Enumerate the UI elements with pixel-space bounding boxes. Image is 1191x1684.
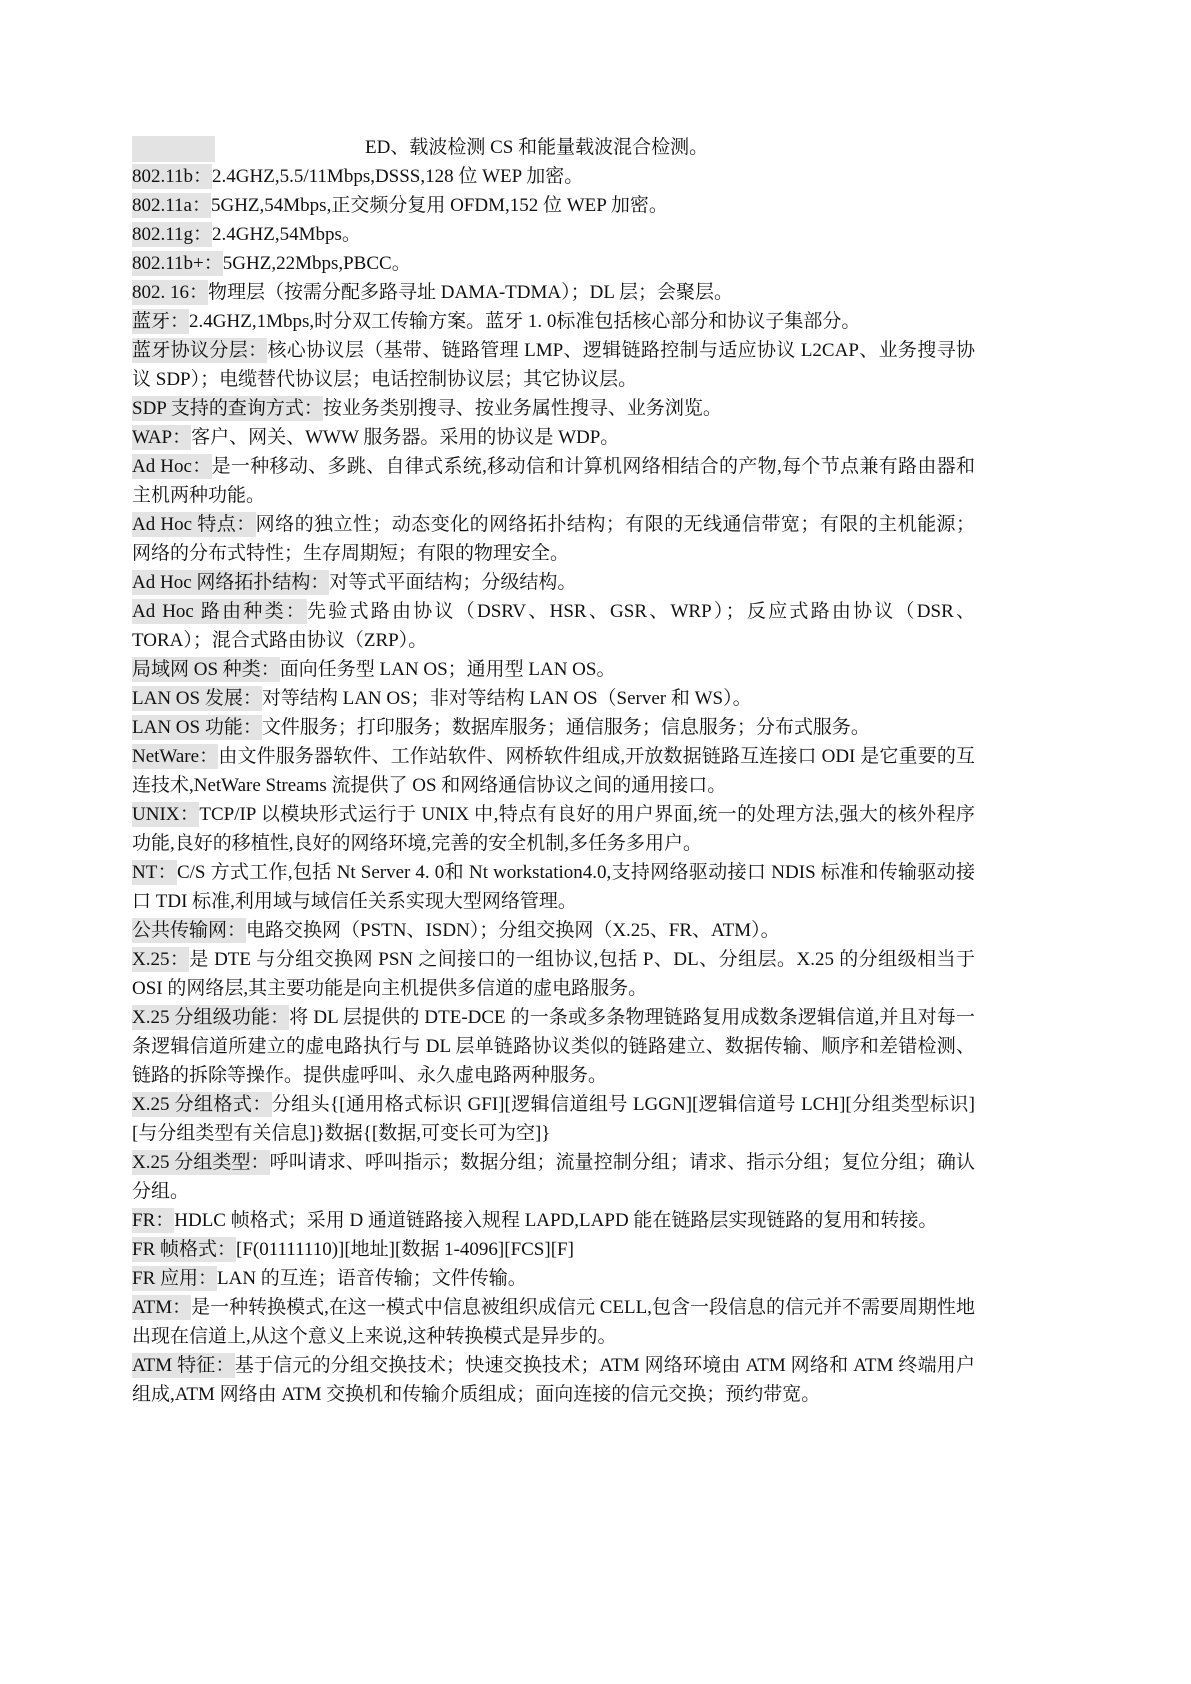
term-definition: 2.4GHZ,54Mbps。 <box>212 224 361 245</box>
term-definition: 核心协议层（基带、链路管理 LMP、逻辑链路控制与适应协议 L2CAP、业务搜寻协议 SDP）；电缆替代协议层；电话控制协议层；其它协议层。 <box>132 340 975 390</box>
note-entry <box>132 1264 975 1293</box>
term-label: ATM： <box>132 1297 192 1318</box>
term-label: UNIX： <box>132 804 200 825</box>
term-definition: 将 DL 层提供的 DTE-DCE 的一条或多条物理链路复用成数条逻辑信道,并且对每一条逻辑信道所建立的虚电路执行与 DL 层单链路协议类似的链路建立、数据传输、顺序和差错检测、链路的拆除等操作。提供虚呼叫、永久虚电路两种服务。 <box>132 1007 975 1086</box>
note-entry <box>132 742 975 800</box>
note-entry <box>132 1090 975 1148</box>
term-definition: 网络的独立性；动态变化的网络拓扑结构；有限的无线通信带宽；有限的主机能源；网络的分布式特性；生存周期短；有限的物理安全。 <box>132 514 975 564</box>
note-entry <box>132 1351 975 1409</box>
note-entry <box>132 597 975 655</box>
term-definition: 客户、网关、WWW 服务器。采用的协议是 WDP。 <box>191 427 620 448</box>
note-entry <box>132 916 975 945</box>
term-label: WAP： <box>132 427 192 448</box>
term-definition: 物理层（按需分配多路寻址 DAMA-TDMA）；DL 层；会聚层。 <box>208 282 733 303</box>
term-definition: 对等式平面结构；分级结构。 <box>329 572 577 593</box>
term-definition: C/S 方式工作,包括 Nt Server 4. 0和 Nt workstation4.0,支持网络驱动接口 NDIS 标准和传输驱动接口 TDI 标准,利用域与域信任关系实现大型网络管理。 <box>132 862 976 912</box>
term-definition: [F(01111110)][地址][数据 1-4096][FCS][F] <box>236 1239 574 1260</box>
term-label: FR 应用： <box>132 1268 217 1289</box>
continuation-line <box>132 133 975 162</box>
note-entry <box>132 1003 975 1090</box>
note-entry <box>132 220 975 249</box>
note-entry <box>132 278 975 307</box>
term-definition: 呼叫请求、呼叫指示；数据分组；流量控制分组；请求、指示分组；复位分组；确认分组。 <box>132 1152 975 1202</box>
term-label: NetWare： <box>132 746 219 767</box>
term-label: Ad Hoc 特点： <box>132 514 256 535</box>
term-label: ATM 特征： <box>132 1355 235 1376</box>
term-definition: 分组头{[通用格式标识 GFI][逻辑信道组号 LGGN][逻辑信道号 LCH][分组类型标识][与分组类型有关信息]}数据{[数据,可变长可为空]} <box>132 1094 975 1144</box>
term-label: Ad Hoc 网络拓扑结构： <box>132 572 330 593</box>
note-entry <box>132 307 975 336</box>
term-label: 蓝牙协议分层： <box>132 340 268 361</box>
term-definition: 5GHZ,22Mbps,PBCC。 <box>222 253 411 274</box>
note-entry <box>132 452 975 510</box>
term-label: 802.11b+： <box>132 253 223 274</box>
term-label: Ad Hoc： <box>132 456 212 477</box>
note-entry <box>132 655 975 684</box>
term-definition: 面向任务型 LAN OS；通用型 LAN OS。 <box>279 659 616 680</box>
term-definition: 按业务类别搜寻、按业务属性搜寻、业务浏览。 <box>322 398 722 419</box>
term-definition: HDLC 帧格式；采用 D 通道链路接入规程 LAPD,LAPD 能在链路层实现链路的复用和转接。 <box>174 1210 938 1231</box>
term-definition: 由文件服务器软件、工作站软件、网桥软件组成,开放数据链路互连接口 ODI 是它重要的互连技术,NetWare Streams 流提供了 OS 和网络通信协议之间的通用接口。 <box>132 746 975 796</box>
note-entry <box>132 510 975 568</box>
note-entry <box>132 249 975 278</box>
term-label: X.25： <box>132 949 190 970</box>
term-definition: TCP/IP 以模块形式运行于 UNIX 中,特点有良好的用户界面,统一的处理方法,强大的核外程序功能,良好的移植性,良好的网络环境,完善的安全机制,多任务多用户。 <box>132 804 975 854</box>
term-label: FR 帧格式： <box>132 1239 236 1260</box>
note-entry <box>132 1235 975 1264</box>
term-definition: 是一种转换模式,在这一模式中信息被组织成信元 CELL,包含一段信息的信元并不需要周期性地出现在信道上,从这个意义上来说,这种转换模式是异步的。 <box>132 1297 975 1347</box>
document-body <box>132 133 975 1409</box>
term-definition: 2.4GHZ,5.5/11Mbps,DSSS,128 位 WEP 加密。 <box>212 166 584 187</box>
note-entry <box>132 568 975 597</box>
term-definition: LAN 的互连；语音传输；文件传输。 <box>217 1268 527 1289</box>
term-label: X.25 分组类型： <box>132 1152 270 1173</box>
term-label: NT： <box>132 862 177 883</box>
term-definition: 电路交换网（PSTN、ISDN）；分组交换网（X.25、FR、ATM）。 <box>246 920 780 941</box>
term-label: FR： <box>132 1210 175 1231</box>
term-definition: 是 DTE 与分组交换网 PSN 之间接口的一组协议,包括 P、DL、分组层。X.25 的分组级相当于 OSI 的网络层,其主要功能是向主机提供多信道的虚电路服务。 <box>132 949 975 999</box>
term-label: 蓝牙： <box>132 311 190 332</box>
note-entry <box>132 1148 975 1206</box>
term-label: 802.11a： <box>132 195 211 216</box>
term-definition: 是一种移动、多跳、自律式系统,移动信和计算机网络相结合的产物,每个节点兼有路由器和主机两种功能。 <box>132 456 975 506</box>
term-label: 802. 16： <box>132 282 209 303</box>
note-entry <box>132 945 975 1003</box>
continuation-text: ED、载波检测 CS 和能量载波混合检测。 <box>365 137 709 158</box>
note-entry <box>132 423 975 452</box>
term-definition: 基于信元的分组交换技术；快速交换技术；ATM 网络环境由 ATM 网络和 ATM 终端用户组成,ATM 网络由 ATM 交换机和传输介质组成；面向连接的信元交换；预约带宽。 <box>132 1355 975 1405</box>
note-entry <box>132 684 975 713</box>
note-entry <box>132 858 975 916</box>
term-label: X.25 分组格式： <box>132 1094 272 1115</box>
term-definition: 5GHZ,54Mbps,正交频分复用 OFDM,152 位 WEP 加密。 <box>210 195 668 216</box>
term-label: 公共传输网： <box>132 920 247 941</box>
note-entry <box>132 1206 975 1235</box>
note-entry <box>132 394 975 423</box>
term-label: X.25 分组级功能： <box>132 1007 290 1028</box>
term-label: 802.11b： <box>132 166 213 187</box>
note-entry <box>132 1293 975 1351</box>
note-entry <box>132 336 975 394</box>
note-entry <box>132 191 975 220</box>
note-entry <box>132 800 975 858</box>
term-definition: 先验式路由协议（DSRV、HSR、GSR、WRP）；反应式路由协议（DSR、TORA）；混合式路由协议（ZRP）。 <box>132 601 975 651</box>
term-label: SDP 支持的查询方式： <box>132 398 323 419</box>
note-entry <box>132 713 975 742</box>
term-label: LAN OS 功能： <box>132 717 262 738</box>
term-definition: 2.4GHZ,1Mbps,时分双工传输方案。蓝牙 1. 0标准包括核心部分和协议子集部分。 <box>189 311 861 332</box>
term-definition: 对等结构 LAN OS；非对等结构 LAN OS（Server 和 WS）。 <box>261 688 752 709</box>
term-label: Ad Hoc 路由种类： <box>132 601 308 622</box>
term-label: LAN OS 发展： <box>132 688 262 709</box>
term-label: 802.11g： <box>132 224 213 245</box>
note-entry <box>132 162 975 191</box>
highlight-block <box>132 136 215 162</box>
term-definition: 文件服务；打印服务；数据库服务；通信服务；信息服务；分布式服务。 <box>261 717 870 738</box>
term-label: 局域网 OS 种类： <box>132 659 280 680</box>
